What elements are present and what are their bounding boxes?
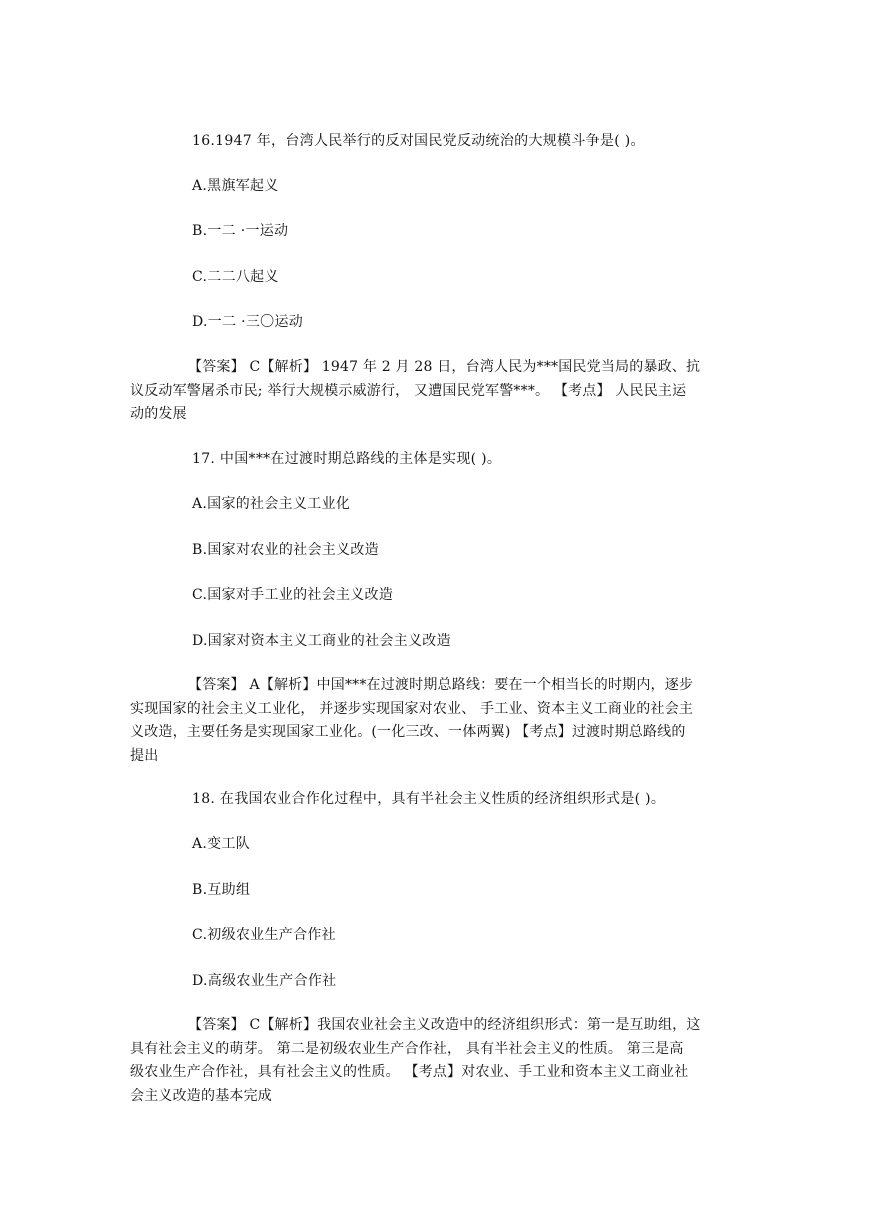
option-b: B.国家对农业的社会主义改造	[192, 542, 379, 558]
answer-line: 【答案】 A【解析】中国***在过渡时期总路线：要在一个相当长的时期内，逐步	[188, 677, 694, 693]
answer-line: 级农业生产合作社，具有社会主义的性质。 【考点】对农业、手工业和资本主义工商业社	[130, 1064, 689, 1080]
answer-line: 会主义改造的基本完成	[130, 1087, 272, 1104]
answer-line: 提出	[130, 747, 159, 764]
answer-line: 【答案】 C【解析】 1947 年 2 月 28 日，台湾人民为***国民党当局的暴政、抗	[188, 359, 701, 375]
option-d: D.高级农业生产合作社	[192, 973, 337, 989]
answer-line: 义改造，主要任务是实现国家工业化。(一化三改、一体两翼) 【考点】过渡时期总路线的	[130, 724, 686, 740]
option-d: D.国家对资本主义工商业的社会主义改造	[192, 633, 451, 649]
option-d: D.一二 ·三〇运动	[192, 314, 304, 330]
answer-line: 【答案】 C【解析】我国农业社会主义改造中的经济组织形式：第一是互助组，这	[188, 1017, 701, 1033]
option-c: C.二二八起义	[192, 269, 279, 285]
question-stem: 18. 在我国农业合作化过程中，具有半社会主义性质的经济组织形式是( )。	[192, 791, 666, 807]
answer-explanation	[130, 356, 740, 427]
answer-explanation	[130, 674, 740, 768]
question-stem: 17. 中国***在过渡时期总路线的主体是实现( )。	[192, 451, 502, 467]
option-c: C.初级农业生产合作社	[192, 927, 336, 943]
option-b: B.互助组	[192, 882, 251, 898]
option-a: A.国家的社会主义工业化	[192, 496, 351, 512]
answer-explanation	[130, 1014, 740, 1108]
answer-line: 具有社会主义的萌芽。 第二是初级农业生产合作社， 具有半社会主义的性质。 第三是高	[130, 1040, 684, 1057]
option-a: A.变工队	[192, 836, 251, 852]
answer-line: 实现国家的社会主义工业化， 并逐步实现国家对农业、 手工业、资本主义工商业的社会主	[130, 700, 694, 717]
option-c: C.国家对手工业的社会主义改造	[192, 587, 394, 603]
answer-line: 动的发展	[130, 406, 187, 422]
option-b: B.一二 ·一运动	[192, 223, 289, 239]
question-stem: 16.1947 年，台湾人民举行的反对国民党反动统治的大规模斗争是( )。	[192, 133, 645, 149]
option-a: A.黑旗军起义	[192, 178, 279, 194]
answer-line: 议反动军警屠杀市民; 举行大规模示威游行， 又遭国民党军警***。 【考点】 人民民主运	[130, 382, 687, 399]
